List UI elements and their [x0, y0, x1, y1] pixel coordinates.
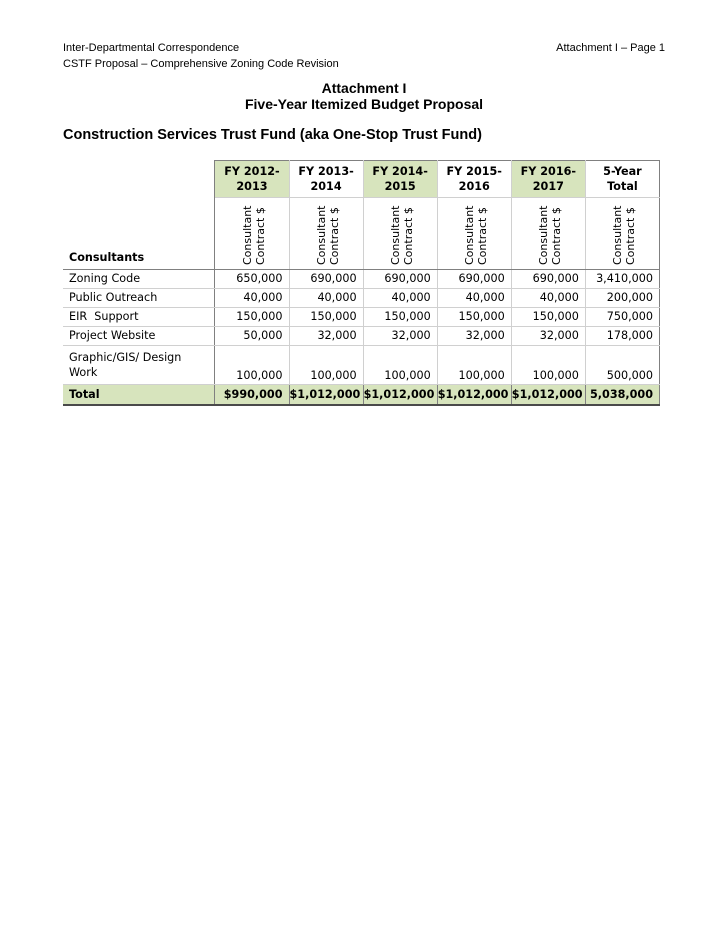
table-row: [63, 345, 660, 384]
table-cell: 150,000: [437, 307, 511, 326]
row-label: Project Website: [63, 326, 215, 345]
total-row: [63, 384, 660, 405]
total-label: Total: [63, 384, 215, 405]
table-cell: 650,000: [215, 269, 289, 288]
table-cell: 100,000: [289, 345, 363, 384]
year-header-total: 5-Year Total: [585, 161, 659, 198]
table-cell: 32,000: [437, 326, 511, 345]
attachment-title: Attachment I: [321, 80, 407, 96]
table-cell: 50,000: [215, 326, 289, 345]
total-cell: $1,012,000: [363, 384, 437, 405]
total-cell: $1,012,000: [437, 384, 511, 405]
table-cell: 750,000: [585, 307, 659, 326]
table-cell: 150,000: [215, 307, 289, 326]
table-cell: 100,000: [363, 345, 437, 384]
table-cell: 690,000: [363, 269, 437, 288]
table-row: [63, 288, 660, 307]
row-label: Public Outreach: [63, 288, 215, 307]
row-label: EIR Support: [63, 307, 215, 326]
header-corner: [63, 161, 215, 198]
total-cell: $990,000: [215, 384, 289, 405]
table-cell: 32,000: [363, 326, 437, 345]
table-cell: 40,000: [437, 288, 511, 307]
contract-header: Consultant Contract $: [585, 198, 659, 270]
table-cell: 150,000: [289, 307, 363, 326]
row-label: Graphic/GIS/ Design Work: [63, 345, 215, 384]
table-cell: 150,000: [511, 307, 585, 326]
year-header-2012: FY 2012- 2013: [215, 161, 289, 198]
table-cell: 690,000: [511, 269, 585, 288]
year-header-2016: FY 2016- 2017: [511, 161, 585, 198]
table-row: [63, 307, 660, 326]
contract-header: Consultant Contract $: [215, 198, 289, 270]
year-header-2013: FY 2013- 2014: [289, 161, 363, 198]
section-title: Construction Services Trust Fund (aka One-Stop Trust Fund): [63, 127, 482, 143]
row-label: Zoning Code: [63, 269, 215, 288]
table-cell: 100,000: [215, 345, 289, 384]
table-row: [63, 269, 660, 288]
year-header-2015: FY 2015- 2016: [437, 161, 511, 198]
table-cell: 150,000: [363, 307, 437, 326]
table-cell: 40,000: [363, 288, 437, 307]
table-cell: 178,000: [585, 326, 659, 345]
table-cell: 3,410,000: [585, 269, 659, 288]
header-page-label: Attachment I – Page 1: [556, 42, 665, 54]
consultants-header: Consultants: [63, 198, 215, 270]
table-cell: 40,000: [511, 288, 585, 307]
header-correspondence: Inter-Departmental Correspondence: [63, 42, 240, 54]
total-cell: $1,012,000: [511, 384, 585, 405]
budget-table: [63, 160, 660, 406]
table-cell: 200,000: [585, 288, 659, 307]
table-cell: 500,000: [585, 345, 659, 384]
total-cell: 5,038,000: [585, 384, 659, 405]
table-cell: 690,000: [437, 269, 511, 288]
header-proposal: CSTF Proposal – Comprehensive Zoning Code Revision: [63, 58, 339, 70]
table-cell: 40,000: [215, 288, 289, 307]
total-cell: $1,012,000: [289, 384, 363, 405]
year-header-row: [63, 161, 660, 198]
table-cell: 40,000: [289, 288, 363, 307]
table-cell: 100,000: [511, 345, 585, 384]
table-cell: 690,000: [289, 269, 363, 288]
table-cell: 32,000: [289, 326, 363, 345]
sub-header-row: [63, 198, 660, 270]
table-cell: 100,000: [437, 345, 511, 384]
contract-header: Consultant Contract $: [511, 198, 585, 270]
table-cell: 32,000: [511, 326, 585, 345]
budget-title: Five-Year Itemized Budget Proposal: [244, 96, 484, 112]
contract-header: Consultant Contract $: [289, 198, 363, 270]
contract-header: Consultant Contract $: [363, 198, 437, 270]
year-header-2014: FY 2014- 2015: [363, 161, 437, 198]
table-row: [63, 326, 660, 345]
contract-header: Consultant Contract $: [437, 198, 511, 270]
